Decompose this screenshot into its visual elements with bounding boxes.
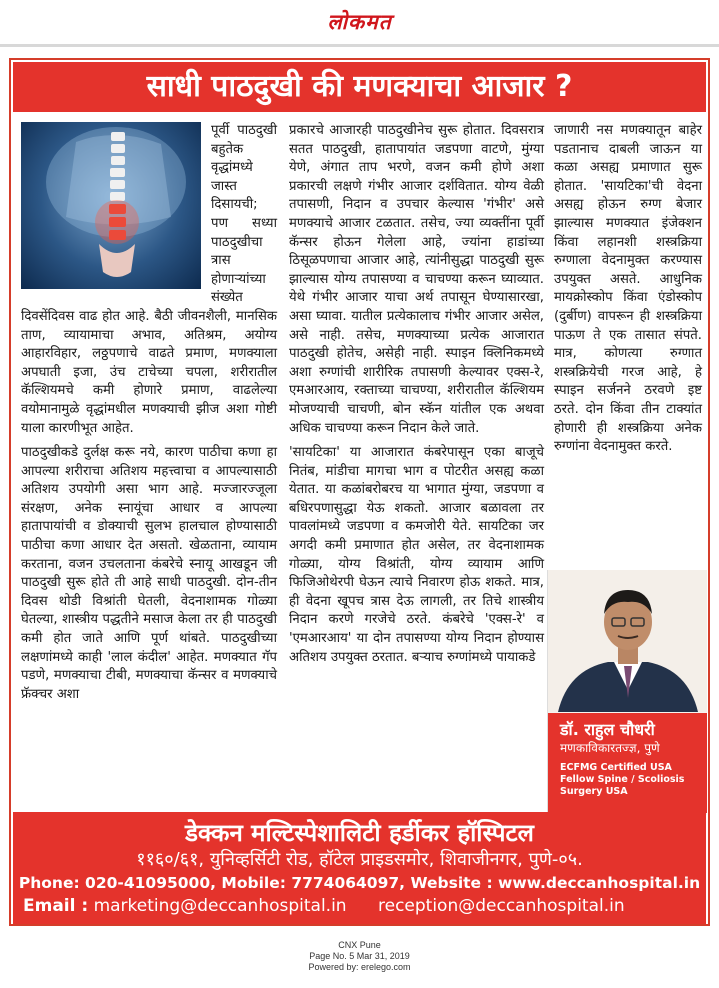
spine-icon <box>21 122 201 289</box>
column2-paragraph-2: 'सायटिका' या आजारात कंबरेपासून एका बाजूचे नितंब, मांडीचा मागचा भाग व पोटरीत असह्य कळा येतात. या कळांबरोबरच या भागात मुंग्या, जडपणा व बधिरपणासुद्धा येऊ शकतो. आजार बळावला तर पावलांमध्ये जडपणा व कमजोरी येते. सायटिका जर अगदी कमी प्रमाणात होत असेल, तर वेदनाशामक गोळ्या, योग्य विश्रांती, योग्य व्यायाम आणि फिजिओथेरपी घेऊन त्याचे निवारण होऊ शकते. मात्र, ही वेदना खूपच त्रास देऊ लागली, तर तिचे शास्त्रीय निदान करणे गरजेचे ठरते. कंबरेचे 'एक्स-रे' व 'एमआरआय' या दोन तपासण्या योग्य निदान होण्यास अतिशय उपयुक्त ठरतात. बऱ्याच रुग्णांमध्ये पायाकडे <box>289 445 544 665</box>
headline: साधी पाठदुखी की मणक्याचा आजार ? <box>13 62 706 112</box>
email-label: Email : <box>23 896 89 916</box>
page-credit <box>0 940 719 973</box>
credit-edition: CNX Pune <box>338 940 381 950</box>
hospital-address: ११६०/६१, युनिव्हर्सिटी रोड, हॉटेल प्राइडसमोर, शिवाजीनगर, पुणे-०५. <box>136 849 583 870</box>
newspaper-logo: लोकमत <box>327 10 392 34</box>
doctor-profile <box>547 570 707 815</box>
spine-illustration <box>21 122 201 289</box>
credit-powered-by: Powered by: erelego.com <box>308 962 411 972</box>
doctor-title: मणकाविकारतज्ज्ञ, पुणे <box>560 741 660 755</box>
doctor-credential: Surgery USA <box>560 786 628 797</box>
doctor-credential: ECFMG Certified USA <box>560 762 672 773</box>
hospital-name: डेक्कन मल्टिस्पेशालिटी हर्डीकर हॉस्पिटल <box>185 819 534 847</box>
contact-line: Phone: 020-41095000, Mobile: 7774064097, Website : www.deccanhospital.in <box>18 874 701 892</box>
column3-paragraph-1: जाणारी नस मणक्यातून बाहेर पडतानाच दाबली जाऊन या कळा असह्य प्रमाणात सुरू होतात. 'सायटिका'ची वेदना असह्य होऊन रुग्ण बेजार झाल्यास मणक्यात इंजेक्शन किंवा लहानशी शस्त्रक्रिया रुग्णाला वेदनामुक्त करण्यास उपयुक्त असते. आधुनिक मायक्रोस्कोप किंवा एंडोस्कोप (दुर्बीण) वापरून ही शस्त्रक्रिया पाऊण ते एक तासात संपते. मात्र, कोणत्या रुग्णात शस्त्रक्रियेची गरज आहे, हे स्पाइन सर्जनने ठरवणे इष्ट ठरते. दोन किंवा तीन टाक्यांत होणारी ही शस्त्रक्रिया अनेक रुग्णांना वेदनामुक्त करते. <box>554 123 702 455</box>
article-column-2 <box>289 122 544 673</box>
masthead <box>0 8 719 36</box>
doctor-credential: Fellow Spine / Scoliosis <box>560 774 685 785</box>
credit-page-date: Page No. 5 Mar 31, 2019 <box>309 951 410 961</box>
article-column-1 <box>21 122 277 710</box>
hospital-footer <box>13 812 706 924</box>
email-marketing[interactable]: marketing@deccanhospital.in <box>93 896 347 916</box>
email-line <box>13 894 706 918</box>
email-reception[interactable]: reception@deccanhospital.in <box>378 896 625 916</box>
column1-paragraph-2: पाठदुखीकडे दुर्लक्ष करू नये, कारण पाठीचा कणा हा आपल्या शरीराचा अतिशय महत्त्वाचा व आपल्यासाठी अतिशय उपयोगी असा भाग आहे. मज्जारज्जूला संरक्षण, अनेक स्नायूंचा आधार व आपल्या हातापायांची व डोक्याची सुलभ हालचाल होण्यासाठी पाठीचा कणा आधार देत असतो. खेळताना, व्यायाम करताना, वजन उचलताना कंबरेचे स्नायू आखडून जी पाठदुखी सुरू होते ती आहे साधी पाठदुखी. दोन-तीन दिवस थोडी विश्रांती घेतली, वेदनाशामक गोळ्या घेतल्या, शास्त्रीय पद्धतीने मसाज केला तर ही पाठदुखी कमी होत जाते आणि पूर्ण थांबते. पाठदुखीच्या लक्षणांमध्ये काही 'लाल कंदील' आहेत. मणक्यात गॅप पडणे, मणक्याचा टीबी, मणक्याचा कॅन्सर व मणक्याचे फ्रॅक्चर अशा <box>21 445 277 702</box>
doctor-caption <box>548 713 707 813</box>
column1-paragraph-1: पूर्वी पाठदुखी बहुतेक वृद्धांमध्ये जास्त दिसायची; पण सध्या पाठदुखीचा त्रास होणाऱ्यांच्या संख्येत दिवसेंदिवस वाढ होत आहे. बैठी जीवनशैली, मानसिक ताण, व्यायामाचा अभाव, अतिश्रम, अयोग्य आहारविहार, लठ्ठपणाचे वाढते प्रमाण, मणक्याला अपघाती इजा, उंच टाचेच्या चपला, शरीरातील कॅल्शियमचे कमी होणारे प्रमाण, वाढलेल्या वयोमानामुळे वृद्धांमधील मणक्याची झीज अशा गोष्टी याला कारणीभूत आहेत. <box>21 123 277 436</box>
doctor-photo <box>548 570 707 712</box>
masthead-divider <box>0 44 719 47</box>
column2-paragraph-1: प्रकारचे आजारही पाठदुखीनेच सुरू होतात. दिवसरात्र सतत पाठदुखी, हातापायांत जडपणा वाटणे, मुंग्या येणे, अंगात ताप भरणे, वजन कमी होणे अशा प्रकारची लक्षणे गंभीर आजार दर्शवितात. योग्य वेळी तपासणी, निदान व उपचार केल्यास 'गंभीर' असे मणक्याचे आजार टळतात. तसेच, ज्या व्यक्तींना पूर्वी कॅन्सर होऊन गेलेला आहे, ज्यांना हाडांच्या ठिसूळपणाचा आजार आहे, त्यांनीसुद्धा पाठदुखी सुरू झाल्यास योग्य तपासण्या व चाचण्या करून घ्याव्यात. येथे गंभीर आजार याचा अर्थ तपासून घेण्यासारखा, असा घ्यावा. यातील प्रत्येकालाच गंभीर आजार असेल, असे नाही. तसेच, मणक्याच्या प्रत्येक आजारात पाठदुखी होतेच, असेही नाही. स्पाइन क्लिनिकमध्ये अशा रुग्णांची शारीरिक तपासणी केल्यावर एक्स-रे, एमआरआय, रक्ताच्या चाचण्या, शरीरातील कॅल्शियम मोजण्याची चाचणी, बोन स्कॅन यांतील एक अथवा अधिक चाचण्या करून निदान केले जाते. <box>289 123 544 436</box>
article-column-3 <box>554 122 702 463</box>
advertisement-panel <box>9 58 710 926</box>
doctor-name: डॉ. राहुल चौधरी <box>560 720 655 739</box>
